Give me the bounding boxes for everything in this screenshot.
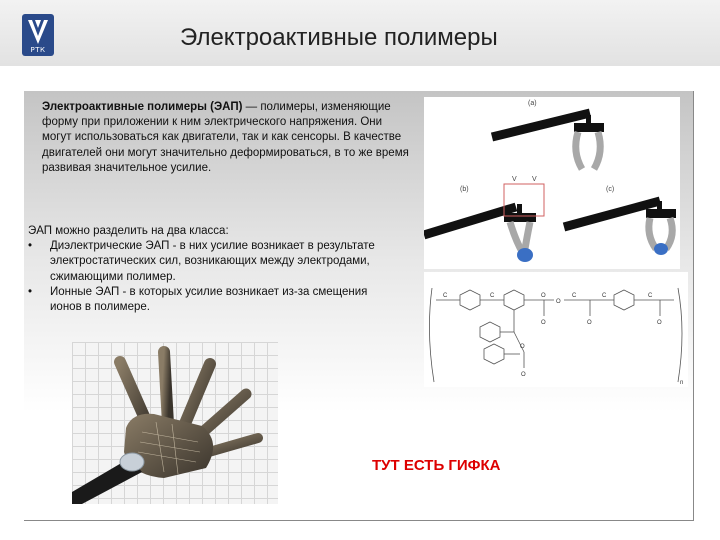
atom-label: C — [490, 293, 495, 299]
list-item — [28, 285, 398, 315]
atom-label: O — [520, 344, 525, 350]
atom-label: O — [521, 372, 526, 378]
object-ball — [517, 248, 533, 262]
gripper-finger — [576, 132, 582, 169]
gripper-finger — [649, 218, 656, 249]
logo — [22, 14, 54, 56]
atom-label: O — [541, 293, 546, 299]
bracket — [678, 288, 682, 382]
bullet-text: Ионные ЭАП - в которых усилие возникает из-за смещения ионов в полимере. — [50, 285, 368, 314]
atom-label: C — [602, 293, 607, 299]
list-item — [28, 239, 398, 285]
bullet-marker: • — [28, 240, 33, 253]
benzene-ring — [484, 344, 504, 364]
classes-title: ЭАП можно разделить на два класса: — [28, 225, 229, 237]
benzene-ring — [480, 322, 500, 342]
page-title: Электроактивные полимеры — [180, 24, 498, 51]
gripper-arm — [424, 207, 516, 235]
gif-note: ТУТ ЕСТЬ ГИФКА — [372, 457, 501, 474]
atom-label: n — [680, 380, 684, 386]
gripper-finger — [666, 218, 672, 249]
voltage-label: V — [532, 176, 537, 183]
atom-label: C — [443, 293, 448, 299]
figure-label: (c) — [606, 186, 615, 193]
intro-term: Электроактивные полимеры (ЭАП) — [42, 101, 243, 113]
atom-label: O — [587, 320, 592, 326]
gripper-bar — [504, 213, 536, 222]
polymer-hand-icon — [72, 342, 278, 504]
classes-block — [28, 224, 398, 315]
intro-paragraph — [42, 100, 412, 176]
object-ball — [654, 243, 668, 255]
gripper-diagram — [424, 97, 680, 269]
voltage-label: V — [512, 176, 517, 183]
slide-header — [0, 0, 720, 66]
benzene-ring — [614, 290, 634, 310]
bracket — [429, 288, 434, 382]
polymer-hand-photo — [72, 342, 278, 504]
atom-label: O — [556, 299, 561, 305]
atom-label: O — [541, 320, 546, 326]
atom-label: O — [657, 320, 662, 326]
gripper-finger — [594, 132, 600, 169]
intro-text: — полимеры, изменяющие форму при приложении к ним электрического напряжения. Они могут использоваться как двигатели, так и как сенсоры. В качестве двигателей они могут значительно деформироваться, в то же время развивая значительное усилие. — [42, 101, 409, 174]
figure-label: (b) — [460, 186, 469, 193]
atom-label: C — [648, 293, 653, 299]
logo-text: РТК — [30, 46, 46, 54]
polymer-structure-diagram — [424, 272, 688, 387]
figure-label: (a) — [528, 100, 537, 107]
benzene-ring — [460, 290, 480, 310]
atom-label: C — [572, 293, 577, 299]
benzene-ring — [504, 290, 524, 310]
bullet-text: Диэлектрические ЭАП - в них усилие возникает в результате электростатических сил, возникающих между электродами, сжимающими полимер. — [50, 240, 375, 283]
bullet-marker: • — [28, 285, 33, 298]
